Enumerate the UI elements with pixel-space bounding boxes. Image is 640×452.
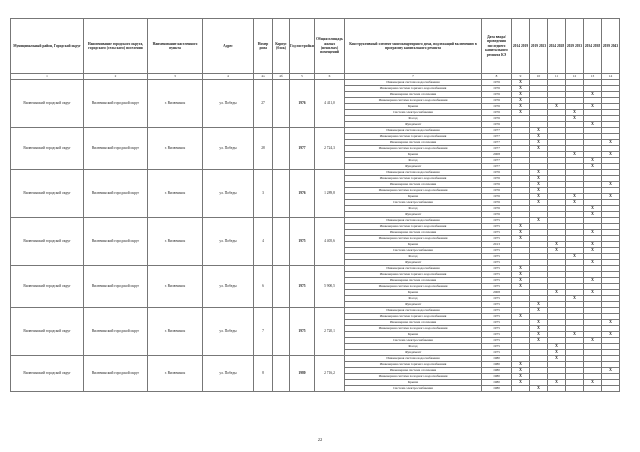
period-mark-cell: X (530, 182, 548, 188)
address-cell: ул. Победы (203, 80, 254, 128)
period-mark-cell: X (584, 92, 602, 98)
column-number: 6 (315, 74, 345, 80)
element-name-cell: Инженерная система отопления (345, 140, 482, 146)
repair-date-cell: 1977 (482, 158, 512, 164)
period-mark-cell: X (584, 242, 602, 248)
element-name-cell: Система электроснабжения (345, 248, 482, 254)
column-header: Общая площадь жилых (нежилых) помещений (315, 19, 345, 74)
period-mark-cell: X (530, 146, 548, 152)
repair-date-cell: 1980 (482, 356, 512, 362)
repair-date-cell: 1976 (482, 86, 512, 92)
element-name-cell: Инженерная система холодного водоснабжения (345, 326, 482, 332)
page-number: 22 (317, 437, 323, 442)
column-number: 9 (512, 74, 530, 80)
period-mark-cell: X (530, 188, 548, 194)
period-mark-cell: X (602, 152, 620, 158)
locality-cell: г. Вилючинск (148, 308, 203, 356)
column-header: Дата ввода/проведения последнего капитального ремонта КЭ (482, 19, 512, 74)
period-mark-cell: X (566, 332, 584, 338)
column-number: 1 (11, 74, 84, 80)
repair-date-cell: 1977 (482, 164, 512, 170)
repair-date-cell: 1976 (482, 122, 512, 128)
column-number: 4б (273, 74, 290, 80)
period-mark-cell: X (512, 380, 530, 386)
area-cell: 2 716,2 (315, 356, 345, 392)
district-cell: Вилючинский городской округ (11, 266, 84, 308)
document-sheet (10, 18, 619, 392)
element-name-cell: Фундамент (345, 122, 482, 128)
period-mark-cell: X (530, 194, 548, 200)
column-header: 2024 2028 (548, 19, 566, 74)
repair-date-cell: 1975 (482, 308, 512, 314)
column-number: 14 (602, 74, 620, 80)
address-cell: ул. Победы (203, 218, 254, 266)
period-mark-cell: X (530, 326, 548, 332)
period-mark-cell: X (602, 182, 620, 188)
repair-date-cell: 1976 (482, 200, 512, 206)
period-mark-cell: X (512, 362, 530, 368)
element-name-cell: Фасад (345, 344, 482, 350)
column-header: 2034 2038 (584, 19, 602, 74)
element-name-cell: Крыша (345, 242, 482, 248)
period-mark-cell: X (530, 320, 548, 326)
address-cell: ул. Победы (203, 128, 254, 170)
element-name-cell: Инженерная система холодного водоснабжения (345, 188, 482, 194)
column-header: Год постройки (290, 19, 315, 74)
period-mark-cell: X (512, 80, 530, 86)
period-mark-cell: X (512, 224, 530, 230)
period-mark-cell: X (584, 260, 602, 266)
period-mark-cell: X (512, 104, 530, 110)
element-name-cell: Инженерная система водоснабжения (345, 80, 482, 86)
repair-date-cell: 1976 (482, 212, 512, 218)
area-cell: 2 720,1 (315, 308, 345, 356)
build-year-cell: 1976 (290, 170, 315, 218)
column-header: Наименование населенного пункта (148, 19, 203, 74)
element-name-cell: Система электроснабжения (345, 338, 482, 344)
element-name-cell: Инженерная система горячего водоснабжения (345, 314, 482, 320)
element-name-cell: Крыша (345, 194, 482, 200)
address-cell: ул. Победы (203, 308, 254, 356)
repair-date-cell: 1976 (482, 194, 512, 200)
repair-date-cell: 1976 (482, 188, 512, 194)
municipality-cell: Вилючинский городской округ (84, 170, 148, 218)
repair-date-cell: 1975 (482, 230, 512, 236)
element-name-cell: Крыша (345, 152, 482, 158)
period-mark-cell: X (566, 110, 584, 116)
element-name-cell: Система электроснабжения (345, 386, 482, 392)
repair-date-cell: 1976 (482, 206, 512, 212)
repair-date-cell: 1976 (482, 182, 512, 188)
period-mark-cell: X (512, 284, 530, 290)
repair-date-cell: 1976 (482, 98, 512, 104)
period-mark-cell: X (584, 338, 602, 344)
repair-date-cell: 1975 (482, 218, 512, 224)
period-mark-cell: X (548, 380, 566, 386)
period-mark-cell: X (512, 92, 530, 98)
element-name-cell: Инженерная система отопления (345, 368, 482, 374)
element-name-cell: Крыша (345, 332, 482, 338)
repair-date-cell: 1980 (482, 374, 512, 380)
element-name-cell: Инженерная система горячего водоснабжения (345, 362, 482, 368)
element-name-cell: Инженерная система отопления (345, 320, 482, 326)
district-cell: Вилючинский городской округ (11, 218, 84, 266)
period-mark-cell: X (530, 200, 548, 206)
element-name-cell: Система электроснабжения (345, 200, 482, 206)
element-name-cell: Крыша (345, 380, 482, 386)
period-mark-cell: X (530, 338, 548, 344)
element-name-cell: Система электроснабжения (345, 110, 482, 116)
corpus-cell (273, 266, 290, 308)
repair-date-cell: 1976 (482, 80, 512, 86)
repair-date-cell: 1980 (482, 368, 512, 374)
corpus-cell (273, 356, 290, 392)
repair-date-cell: 1980 (482, 362, 512, 368)
district-cell: Вилючинский городской округ (11, 356, 84, 392)
municipality-cell: Вилючинский городской округ (84, 80, 148, 128)
district-cell: Вилючинский городской округ (11, 308, 84, 356)
element-name-cell: Фасад (345, 116, 482, 122)
element-name-cell: Фасад (345, 206, 482, 212)
column-number: 13 (584, 74, 602, 80)
address-cell: ул. Победы (203, 356, 254, 392)
element-name-cell: Инженерная система холодного водоснабжения (345, 374, 482, 380)
table-header-row (11, 19, 620, 74)
period-mark-cell: X (548, 356, 566, 362)
element-name-cell: Инженерная система водоснабжения (345, 128, 482, 134)
period-mark-cell: X (512, 272, 530, 278)
element-name-cell: Инженерная система холодного водоснабжения (345, 236, 482, 242)
area-cell: 5 900,5 (315, 266, 345, 308)
column-header: 2014 2019 (512, 19, 530, 74)
repair-date-cell: 1975 (482, 296, 512, 302)
period-mark-cell: X (548, 350, 566, 356)
column-number: 8 (482, 74, 512, 80)
house-number-cell: 6 (254, 266, 273, 308)
period-mark-cell: X (602, 140, 620, 146)
repair-date-cell: 1977 (482, 146, 512, 152)
repair-date-cell: 1976 (482, 170, 512, 176)
build-year-cell: 1975 (290, 266, 315, 308)
period-mark-cell: X (584, 230, 602, 236)
build-year-cell: 1975 (290, 218, 315, 266)
district-cell: Вилючинский городской округ (11, 128, 84, 170)
period-mark-cell: X (548, 104, 566, 110)
period-mark-cell (566, 386, 584, 392)
element-name-cell: Инженерная система водоснабжения (345, 356, 482, 362)
column-number: 2 (84, 74, 148, 80)
period-mark-cell: X (512, 314, 530, 320)
period-mark-cell: X (530, 218, 548, 224)
period-mark-cell: X (530, 308, 548, 314)
capital-repair-table (10, 18, 620, 392)
repair-date-cell: 1975 (482, 272, 512, 278)
period-mark-cell: X (584, 158, 602, 164)
period-mark-cell: X (512, 98, 530, 104)
corpus-cell (273, 80, 290, 128)
period-mark-cell: X (584, 104, 602, 110)
period-mark-cell: X (602, 194, 620, 200)
corpus-cell (273, 308, 290, 356)
repair-date-cell: 1975 (482, 278, 512, 284)
municipality-cell: Вилючинский городской округ (84, 218, 148, 266)
element-name-cell: Фундамент (345, 212, 482, 218)
repair-date-cell: 1975 (482, 326, 512, 332)
period-mark-cell: X (584, 290, 602, 296)
period-mark-cell: X (512, 374, 530, 380)
period-mark-cell: X (584, 164, 602, 170)
period-mark-cell: X (584, 212, 602, 218)
column-number: 5 (290, 74, 315, 80)
period-mark-cell: X (566, 194, 584, 200)
element-name-cell: Фасад (345, 296, 482, 302)
period-mark-cell: X (566, 116, 584, 122)
element-name-cell: Инженерная система отопления (345, 230, 482, 236)
column-header: Номер дома (254, 19, 273, 74)
house-number-cell: 27 (254, 80, 273, 128)
repair-date-cell: 1977 (482, 140, 512, 146)
period-mark-cell: X (512, 230, 530, 236)
period-mark-cell: X (512, 368, 530, 374)
locality-cell: г. Вилючинск (148, 80, 203, 128)
period-mark-cell: X (566, 296, 584, 302)
column-header: 2039 2043 (602, 19, 620, 74)
period-mark-cell: X (512, 236, 530, 242)
period-mark-cell: X (530, 332, 548, 338)
period-mark-cell: X (530, 176, 548, 182)
repair-date-cell: 1975 (482, 338, 512, 344)
locality-cell: г. Вилючинск (148, 170, 203, 218)
address-cell: ул. Победы (203, 170, 254, 218)
period-mark-cell: X (548, 344, 566, 350)
element-name-cell: Инженерная система водоснабжения (345, 170, 482, 176)
address-cell: ул. Победы (203, 266, 254, 308)
element-name-cell: Фасад (345, 158, 482, 164)
repair-date-cell: 1975 (482, 284, 512, 290)
house-number-cell: 7 (254, 308, 273, 356)
locality-cell: г. Вилючинск (148, 356, 203, 392)
repair-date-cell: 2008 (482, 152, 512, 158)
repair-date-cell: 1975 (482, 314, 512, 320)
period-mark-cell: X (584, 380, 602, 386)
municipality-cell: Вилючинский городской округ (84, 128, 148, 170)
house-number-cell: 4 (254, 218, 273, 266)
element-name-cell: Инженерная система горячего водоснабжения (345, 176, 482, 182)
column-number: 11 (548, 74, 566, 80)
element-name-cell: Инженерная система горячего водоснабжения (345, 272, 482, 278)
element-name-cell: Фундамент (345, 260, 482, 266)
column-number: 10 (530, 74, 548, 80)
repair-date-cell: 1975 (482, 224, 512, 230)
repair-date-cell: 1976 (482, 104, 512, 110)
repair-date-cell: 1975 (482, 302, 512, 308)
column-number: 4 (203, 74, 254, 80)
column-header: Адрес (203, 19, 254, 74)
period-mark-cell: X (584, 248, 602, 254)
period-mark-cell: X (566, 152, 584, 158)
element-name-cell: Инженерная система отопления (345, 278, 482, 284)
period-mark-cell: X (584, 206, 602, 212)
element-name-cell: Инженерная система горячего водоснабжения (345, 224, 482, 230)
repair-date-cell: 1980 (482, 386, 512, 392)
period-mark-cell: X (584, 122, 602, 128)
period-mark-cell: X (512, 110, 530, 116)
repair-date-cell: 1975 (482, 254, 512, 260)
period-mark-cell: X (602, 368, 620, 374)
corpus-cell (273, 218, 290, 266)
municipality-cell: Вилючинский городской округ (84, 356, 148, 392)
repair-date-cell: 1975 (482, 344, 512, 350)
element-name-cell: Крыша (345, 104, 482, 110)
municipality-cell: Вилючинский городской округ (84, 308, 148, 356)
period-mark-cell: X (566, 254, 584, 260)
locality-cell: г. Вилючинск (148, 128, 203, 170)
column-header: Муниципальный район, Городской округ (11, 19, 84, 74)
repair-date-cell: 1975 (482, 266, 512, 272)
repair-date-cell: 2008 (482, 290, 512, 296)
period-mark-cell: X (530, 140, 548, 146)
repair-date-cell: 1976 (482, 110, 512, 116)
locality-cell: г. Вилючинск (148, 218, 203, 266)
house-number-cell: 28 (254, 128, 273, 170)
house-number-cell: 8 (254, 356, 273, 392)
element-name-cell: Инженерная система отопления (345, 92, 482, 98)
period-mark-cell: X (566, 200, 584, 206)
column-header: Конструктивный элемент многоквартирного дома, подлежащий включению в программу капитального ремонта (345, 19, 482, 74)
house-number-cell: 3 (254, 170, 273, 218)
area-cell: 4 411,0 (315, 80, 345, 128)
corpus-cell (273, 128, 290, 170)
district-cell: Вилючинский городской округ (11, 80, 84, 128)
period-mark-cell: X (530, 170, 548, 176)
repair-date-cell: 1975 (482, 260, 512, 266)
repair-date-cell: 1976 (482, 116, 512, 122)
element-name-cell: Фасад (345, 254, 482, 260)
period-mark-cell: X (530, 128, 548, 134)
repair-date-cell: 1975 (482, 350, 512, 356)
area-cell: 4 405,6 (315, 218, 345, 266)
element-name-cell: Фундамент (345, 164, 482, 170)
repair-date-cell: 2013 (482, 242, 512, 248)
locality-cell: г. Вилючинск (148, 266, 203, 308)
period-mark-cell: X (548, 248, 566, 254)
period-mark-cell: X (584, 278, 602, 284)
period-mark-cell (602, 386, 620, 392)
period-mark-cell (548, 386, 566, 392)
period-mark-cell: X (602, 320, 620, 326)
period-mark-cell: X (530, 302, 548, 308)
district-cell: Вилючинский городской округ (11, 170, 84, 218)
column-number: 3 (148, 74, 203, 80)
repair-date-cell: 1977 (482, 128, 512, 134)
repair-date-cell: 1977 (482, 134, 512, 140)
element-name-cell: Инженерная система холодного водоснабжения (345, 146, 482, 152)
column-number: 12 (566, 74, 584, 80)
repair-date-cell: 1980 (482, 380, 512, 386)
column-number: 4a (254, 74, 273, 80)
period-mark-cell: X (530, 386, 548, 392)
element-name-cell: Крыша (345, 290, 482, 296)
repair-date-cell: 1975 (482, 236, 512, 242)
municipality-cell: Вилючинский городской округ (84, 266, 148, 308)
column-header: 2029 2033 (566, 19, 584, 74)
element-name-cell: Фундамент (345, 302, 482, 308)
element-name-cell: Инженерная система горячего водоснабжения (345, 134, 482, 140)
element-name-cell: Инженерная система водоснабжения (345, 308, 482, 314)
area-cell: 1 289,8 (315, 170, 345, 218)
period-mark-cell: X (548, 242, 566, 248)
element-name-cell: Инженерная система отопления (345, 182, 482, 188)
column-header: 2019 2023 (530, 19, 548, 74)
period-mark-cell: X (512, 86, 530, 92)
corpus-cell (273, 170, 290, 218)
period-mark-cell (512, 386, 530, 392)
column-header: Корпус (блок) (273, 19, 290, 74)
repair-date-cell: 1975 (482, 320, 512, 326)
repair-date-cell: 1975 (482, 332, 512, 338)
table-body (11, 80, 620, 392)
period-mark-cell (584, 386, 602, 392)
period-mark-cell: X (512, 278, 530, 284)
element-name-cell: Инженерная система водоснабжения (345, 218, 482, 224)
period-mark-cell: X (548, 290, 566, 296)
element-name-cell: Инженерная система холодного водоснабжения (345, 284, 482, 290)
column-header: Наименование городского округа, городского (сельского) поселения (84, 19, 148, 74)
element-name-cell: Инженерная система водоснабжения (345, 266, 482, 272)
element-name-cell: Инженерная система горячего водоснабжения (345, 86, 482, 92)
build-year-cell: 1976 (290, 80, 315, 128)
repair-date-cell: 1976 (482, 92, 512, 98)
area-cell: 2 724,3 (315, 128, 345, 170)
element-name-cell: Фундамент (345, 350, 482, 356)
repair-date-cell: 1975 (482, 248, 512, 254)
repair-date-cell: 1976 (482, 176, 512, 182)
build-year-cell: 1975 (290, 308, 315, 356)
period-mark-cell: X (602, 332, 620, 338)
element-name-cell: Инженерная система холодного водоснабжения (345, 98, 482, 104)
period-mark-cell: X (530, 134, 548, 140)
period-mark-cell: X (512, 266, 530, 272)
column-number: 7 (345, 74, 482, 80)
build-year-cell: 1977 (290, 128, 315, 170)
build-year-cell: 1980 (290, 356, 315, 392)
